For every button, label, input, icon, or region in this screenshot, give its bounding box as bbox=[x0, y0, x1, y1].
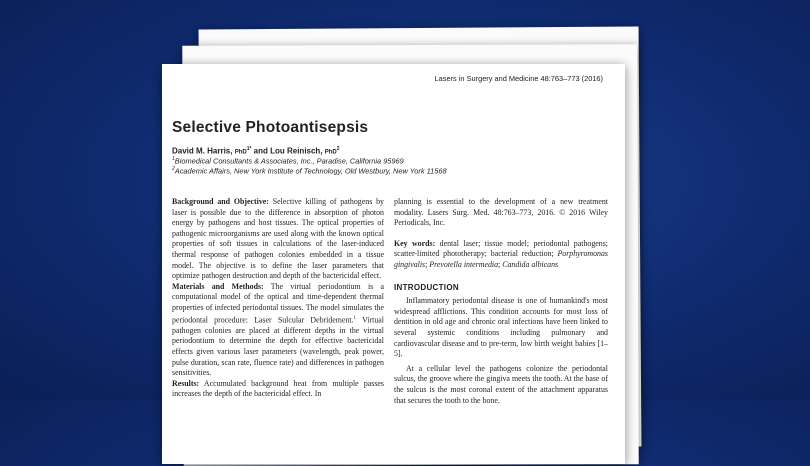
paper-title: Selective Photoantisepsis bbox=[172, 119, 369, 136]
affiliation-1-text: Biomedical Consultants & Associates, Inc., Paradise, California 95969 bbox=[174, 156, 404, 166]
abstract-methods-text-b: Virtual pathogen colonies are placed at different depths in the virtual periodontium to determine the depth for effective bactericidal effects given various laser parameters (wavelength, peak power, pulse duration, scan rate, fluence rate) and differences in pathogen sensitivities. bbox=[172, 315, 384, 378]
keyword-sep-1: ; bbox=[425, 259, 430, 269]
abstract-methods-text-a: The virtual periodontium is a computational model of the optical and time-dependent thermal properties of infected periodontal tissues. The model simulates the periodontal procedure: Laser Sulcular Debridement. bbox=[172, 281, 384, 325]
abstract-background-text: Selective killing of pathogens by laser is possible due to the difference in absorption of photon energy by pathogens and host tissues. The optical properties of pathogenic microorganisms are used along with the known optical properties of soft tissues in calculations of the laser-induced thermal response of pathogen colonies embedded in a tissue model. The objective is to define the laser parameters that optimize pathogen destruction and depth of the bactericidal effect. bbox=[172, 197, 384, 281]
abstract-methods-label: Materials and Methods: bbox=[172, 281, 264, 291]
author-2-degree: PhD bbox=[324, 149, 337, 156]
paper-sheet-front bbox=[162, 64, 625, 464]
journal-header: Lasers in Surgery and Medicine 48:763–773 (2016) bbox=[434, 74, 603, 83]
introduction-paragraph-2: At a cellular level the pathogens colonize the periodontal sulcus, the groove where the gingiva meets the tooth. At the base of the sulcus is the most coronal extent of the attachment apparatus that secures the tooth to the bone. bbox=[394, 363, 608, 405]
author-connector: and bbox=[251, 146, 271, 156]
affiliation-1 bbox=[172, 156, 404, 165]
keywords-text: dental laser; tissue model; periodontal pathogens; scatter-limited phototherapy; bacterial reduction; bbox=[394, 238, 608, 259]
author-2-marker: 2 bbox=[336, 146, 340, 152]
keyword-italic-3: Candida albicans bbox=[502, 259, 559, 269]
keywords-label: Key words: bbox=[394, 238, 436, 248]
keyword-sep-2: ; bbox=[498, 259, 503, 269]
keyword-italic-1: Porphyromonas gingivalis bbox=[394, 249, 608, 269]
introduction-heading: INTRODUCTION bbox=[394, 282, 459, 292]
author-1-name: David M. Harris, bbox=[172, 146, 235, 156]
author-2-name: Lou Reinisch, bbox=[270, 146, 325, 156]
abstract-continuation: planning is essential to the development of a new treatment modality. Lasers Surg. Med. 48:763–773, 2016. © 2016 Wiley Periodicals, Inc. bbox=[394, 197, 608, 228]
affiliation-1-number: 1 bbox=[172, 156, 175, 162]
abstract-results-text: Accumulated background heat from multiple passes increases the depth of the bactericidal effect. In bbox=[172, 378, 384, 399]
affiliation-2-text: Academic Affairs, New York Institute of Technology, Old Westbury, New York 11568 bbox=[174, 166, 447, 176]
abstract-background bbox=[172, 197, 384, 282]
abstract-methods bbox=[172, 282, 384, 379]
abstract-methods-citation: 1 bbox=[353, 315, 357, 321]
abstract-results bbox=[172, 379, 384, 400]
abstract-results-label: Results: bbox=[172, 378, 200, 388]
right-column bbox=[394, 197, 608, 406]
keyword-italic-2: Prevotella intermedia bbox=[429, 259, 499, 269]
affiliation-2-number: 2 bbox=[172, 166, 175, 172]
author-line bbox=[172, 146, 340, 156]
affiliation-2 bbox=[172, 166, 447, 175]
introduction-paragraph-1: Inflammatory periodontal disease is one of humankind's most widespread afflictions. This condition accounts for most loss of dentition in old age and chronic oral infections have been linked to several systemic conditions including pulmonary and cardiovascular disease and to pre-term, low birth weight babies [1–5]. bbox=[394, 296, 608, 359]
author-1-degree: PhD bbox=[234, 149, 247, 156]
abstract-column bbox=[172, 197, 384, 400]
keywords bbox=[394, 239, 608, 271]
author-1-marker: 1* bbox=[246, 146, 252, 152]
abstract-background-label: Background and Objective: bbox=[172, 197, 269, 206]
